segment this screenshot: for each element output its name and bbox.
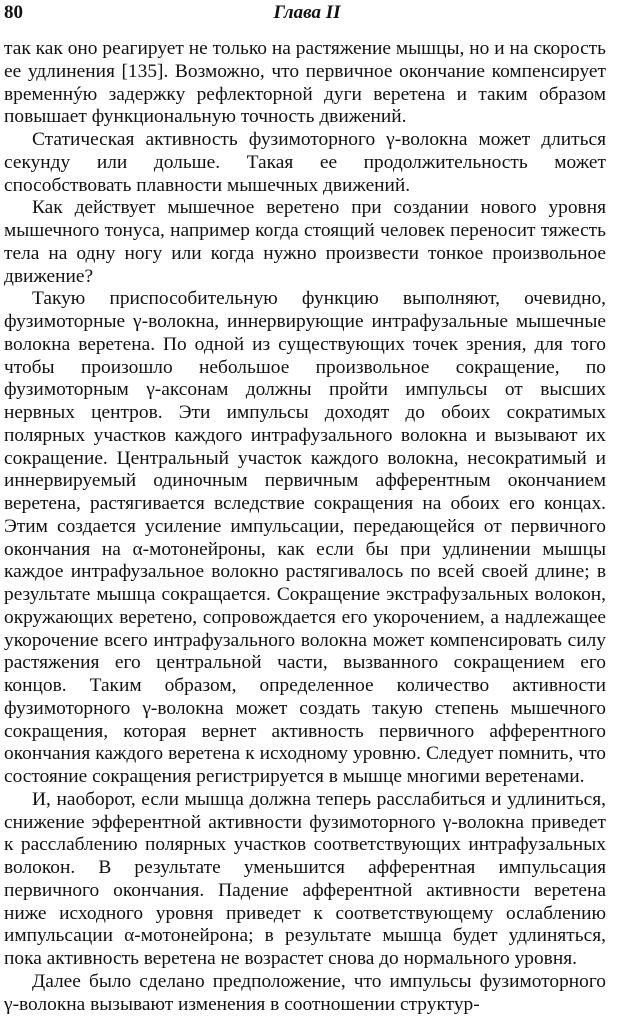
chapter-title: Глава II — [273, 2, 341, 23]
body-text — [4, 38, 606, 1016]
paragraph-5: И, наоборот, если мышца должна теперь расслабиться и удлиниться, снижение эфферентной активности фузимоторного γ-волокна приведет к расслаблению полярных участков соответствующих интрафузальных волокон. В результате уменьшится афферентная импульсация первичного окончания. Падение афферентной активности веретена ниже исходного уровня приведет к соответствующему ослаблению импульсации α-мотонейрона; в результате мышца будет удлиняться, пока активность веретена не возрастет снова до нормального уровня. — [4, 788, 606, 969]
page-number: 80 — [4, 2, 23, 23]
paragraph-4: Такую приспособительную функцию выполняют, очевидно, фузимоторные γ-волокна, иннервирующие интрафузальные мышечные волокна веретена. По одной из существующих точек зрения, для того чтобы произошло небольшое произвольное сокращение, по фузимоторным γ-аксонам должны пройти импульсы от высших нервных центров. Эти импульсы доходят до обоих сократимых полярных участков каждого интрафузального волокна и вызывают их сокращение. Центральный участок каждого волокна, несократимый и иннервируемый одиночным первичным афферентным окончанием веретена, растягивается вследствие сокращения на обоих его концах. Этим создается усиление импульсации, передающейся от первичного окончания на α-мотонейроны, как если бы при удлинении мышцы каждое интрафузальное волокно растягивалось по всей своей длине; в результате мышца сокращается. Сокращение экстрафузальных волокон, окружающих веретено, сопровождается его укорочением, а надлежащее укорочение всего интрафузального волокна может компенсировать силу растяжения его центральной части, вызванного сокращением его концов. Таким образом, определенное количество активности фузимоторного γ-волокна может создать такую степень мышечного сокращения, которая вернет активность первичного афферентного окончания каждого веретена к исходному уровню. Следует помнить, что состояние сокращения регистрируется в мышце многими веретенами. — [4, 288, 606, 787]
paragraph-2: Статическая активность фузимоторного γ-волокна может длиться секунду или дольше. Такая ее продолжительность может способствовать плавности мышечных движений. — [4, 129, 606, 196]
paragraph-1: так как оно реагирует не только на растяжение мышцы, но и на скорость ее удлинения [135]. Возможно, что первичное окончание компенсирует временнýю задержку рефлекторной дуги веретена и таким образом повышает функциональную точность движений. — [4, 38, 606, 128]
paragraph-6: Далее было сделано предположение, что импульсы фузимоторного γ-волокна вызывают изменения в соотношении структур- — [4, 970, 606, 1015]
paragraph-3: Как действует мышечное веретено при создании нового уровня мышечного тонуса, например когда стоящий человек переносит тяжесть тела на одну ногу или когда нужно произвести тонкое произвольное движение? — [4, 197, 606, 287]
page-header — [4, 2, 610, 26]
